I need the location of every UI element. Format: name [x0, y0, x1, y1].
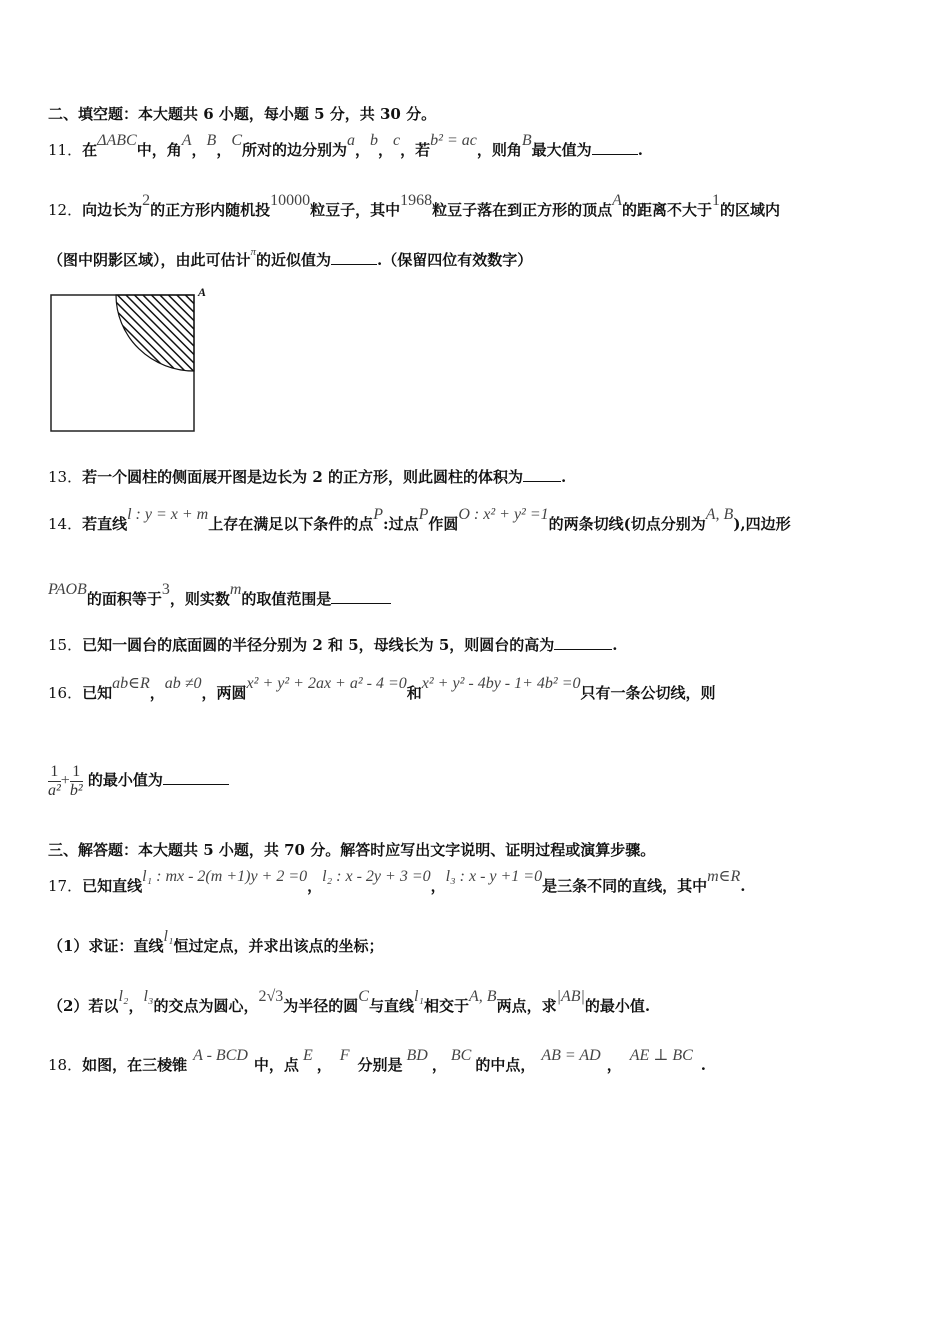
math-var: C: [231, 132, 242, 149]
q-text: 上存在满足以下条件的点: [208, 515, 374, 533]
q-text: 为半径的圆: [283, 997, 359, 1015]
q-text: 的面积等于: [86, 590, 162, 608]
math-condition: b² = ac: [430, 132, 477, 149]
comma: ，: [355, 141, 371, 159]
math-num: 2: [142, 192, 151, 209]
q-text: 的中点，: [475, 1056, 536, 1074]
q-text: 的取值范围是: [241, 590, 332, 608]
period: .: [740, 877, 746, 895]
q-number: 12．: [48, 201, 83, 219]
period: .: [700, 1056, 707, 1074]
q-text: 中，角: [136, 141, 182, 159]
question-18: [48, 1047, 707, 1076]
math-quadrilateral: PAOB: [48, 581, 87, 598]
q-text: 的正方形内随机投: [150, 201, 271, 219]
answer-blank: [163, 770, 229, 785]
q-text: 的近似值为: [256, 251, 332, 269]
q-text: 的交点为圆心，: [153, 997, 259, 1015]
q-text: 已知: [82, 684, 113, 702]
q-text: .（保留四位有效数字）: [377, 251, 533, 269]
q-text: 已知一圆台的底面圆的半径分别为 2 和 5，母线长为 5，则圆台的高为: [82, 636, 555, 654]
q-text: 恒过定点，并求出该点的坐标；: [173, 937, 384, 955]
math-radius: 2√3: [258, 988, 284, 1005]
math-var: b: [370, 132, 379, 149]
q-text: 粒豆子落在到正方形的顶点: [432, 201, 613, 219]
q-text: （1）求证：直线: [48, 937, 164, 955]
math-var: l₁: [163, 928, 174, 945]
question-15: [48, 635, 618, 655]
math-triangle: ΔABC: [97, 132, 137, 149]
math-var: E: [302, 1047, 313, 1064]
q-text: 和: [406, 684, 422, 702]
q-text: 如图，在三棱锥: [82, 1056, 188, 1074]
math-perpendicular: AE ⊥ BC: [629, 1047, 693, 1064]
q-text: 的距离不大于: [621, 201, 712, 219]
q-number: 18．: [48, 1056, 83, 1074]
q-text: 在: [82, 141, 98, 159]
q-text: 的最小值.: [584, 997, 651, 1015]
math-line-l3: l₃ : x - y +1 =0: [445, 868, 543, 885]
math-var: c: [393, 132, 401, 149]
q-text: 所对的边分别为: [242, 141, 348, 159]
q-text: 已知直线: [82, 877, 143, 895]
math-pyramid: A - BCD: [193, 1047, 248, 1064]
q-text: ，若: [400, 141, 431, 159]
q-number: 15．: [48, 636, 83, 654]
q-text: 粒豆子，其中: [310, 201, 401, 219]
q-text: 向边长为: [82, 201, 143, 219]
q-number: 14．: [48, 515, 83, 533]
q-text: 若直线: [82, 515, 128, 533]
question-17: [48, 868, 746, 897]
question-17-part1: [48, 928, 384, 957]
question-12: [48, 192, 780, 221]
math-line-l1: l₁ : mx - 2(m +1)y + 2 =0: [142, 868, 308, 885]
question-14-line2: [48, 581, 391, 610]
math-var: A: [612, 192, 622, 209]
q-text: 的最小值为: [87, 771, 163, 789]
comma: ，: [128, 997, 144, 1015]
section-heading-fill-in: 二、填空题：本大题共 6 小题，每小题 5 分，共 30 分。: [48, 105, 437, 123]
section-heading-solutions: 三、解答题：本大题共 5 小题，共 70 分。解答时应写出文字说明、证明过程或演算步骤。: [48, 841, 656, 859]
math-num: 3: [161, 581, 170, 598]
math-var: B: [521, 132, 532, 149]
math-var: F: [339, 1047, 350, 1064]
math-var: B: [206, 132, 217, 149]
math-circle-2: x² + y² - 4by - 1+ 4b² =0: [421, 675, 581, 692]
math-abs: |AB|: [556, 988, 585, 1005]
comma: ，: [216, 141, 232, 159]
q-text: :过点: [383, 515, 419, 533]
math-var: a: [347, 132, 356, 149]
q-text: （图中阴影区域），由此可估计: [48, 251, 251, 269]
q-text: 只有一条公切线，则: [580, 684, 716, 702]
square-figure: [48, 286, 218, 440]
question-16-line2: [48, 760, 229, 801]
q-text: 相交于: [424, 997, 470, 1015]
math-segment: BD: [406, 1047, 428, 1064]
math-var: l₁: [413, 988, 424, 1005]
answer-blank: [523, 467, 561, 482]
math-var: A: [181, 132, 192, 149]
math-ab-nonzero: ab ≠0: [164, 675, 202, 692]
math-num: 10000: [270, 192, 311, 209]
question-12-line2: [48, 246, 533, 272]
numerator: 1: [70, 763, 83, 782]
math-var: m: [229, 581, 242, 598]
question-13: [48, 467, 566, 487]
fraction-1-over-a2: [48, 763, 61, 800]
plus-sign: +: [60, 772, 70, 789]
q-text: 最大值为: [531, 141, 592, 159]
q-text: 两点，求: [496, 997, 557, 1015]
math-var: P: [418, 506, 429, 523]
question-11: [48, 132, 643, 161]
math-ab-real: ab∈R: [112, 675, 150, 692]
math-circle: O : x² + y² =1: [458, 506, 549, 523]
period: .: [612, 636, 618, 654]
comma: ，: [316, 1056, 332, 1074]
comma: ，: [431, 1056, 447, 1074]
comma: ，: [606, 1056, 622, 1074]
q-text: （2）若以: [48, 997, 119, 1015]
comma: ，: [378, 141, 394, 159]
q-text: 中，点: [253, 1056, 299, 1074]
denominator: a²: [48, 781, 61, 799]
question-14: [48, 506, 791, 535]
q-text: ，两圆: [201, 684, 247, 702]
denominator: b²: [69, 781, 83, 799]
square-diagram: [48, 286, 218, 436]
q-number: 17．: [48, 877, 83, 895]
math-equality: AB = AD: [541, 1047, 601, 1064]
q-text: ，则实数: [169, 590, 230, 608]
question-17-part2: [48, 988, 651, 1017]
math-points: A, B: [469, 988, 497, 1005]
q-text: 的区域内: [719, 201, 780, 219]
math-segment: BC: [450, 1047, 472, 1064]
math-num: 1968: [400, 192, 433, 209]
math-var: l₃: [143, 988, 154, 1005]
q-number: 16．: [48, 684, 83, 702]
comma: ，: [307, 877, 323, 895]
math-circle-1: x² + y² + 2ax + a² - 4 =0: [246, 675, 407, 692]
q-text: 作圆: [428, 515, 459, 533]
math-line: l : y = x + m: [127, 506, 209, 523]
comma: ，: [149, 684, 165, 702]
answer-blank: [592, 140, 638, 155]
q-text: 若一个圆柱的侧面展开图是边长为 2 的正方形，则此圆柱的体积为: [82, 468, 523, 486]
math-points: A, B: [705, 506, 734, 523]
q-text: 分别是: [357, 1056, 403, 1074]
answer-blank: [554, 635, 612, 650]
math-m-real: m∈R: [707, 868, 741, 885]
math-num: 1: [711, 192, 720, 209]
period: .: [637, 141, 643, 159]
math-var: P: [373, 506, 384, 523]
vertex-label-a: A: [198, 286, 207, 299]
q-text: ),四边形: [733, 515, 791, 533]
numerator: 1: [48, 763, 61, 782]
q-text: ，则角: [476, 141, 522, 159]
math-var: l₂: [118, 988, 129, 1005]
answer-blank: [331, 250, 377, 265]
q-text: 与直线: [368, 997, 414, 1015]
math-var: C: [358, 988, 369, 1005]
period: .: [560, 468, 567, 486]
q-number: 11．: [48, 141, 83, 159]
fraction-1-over-b2: [70, 763, 83, 800]
q-text: 的两条切线(切点分别为: [548, 515, 706, 533]
question-16: [48, 675, 716, 704]
math-pi: π: [250, 246, 257, 258]
q-number: 13．: [48, 468, 83, 486]
math-line-l2: l₂ : x - 2y + 3 =0: [322, 868, 431, 885]
comma: ，: [430, 877, 446, 895]
answer-blank: [331, 589, 391, 604]
comma: ，: [191, 141, 207, 159]
q-text: 是三条不同的直线，其中: [542, 877, 708, 895]
